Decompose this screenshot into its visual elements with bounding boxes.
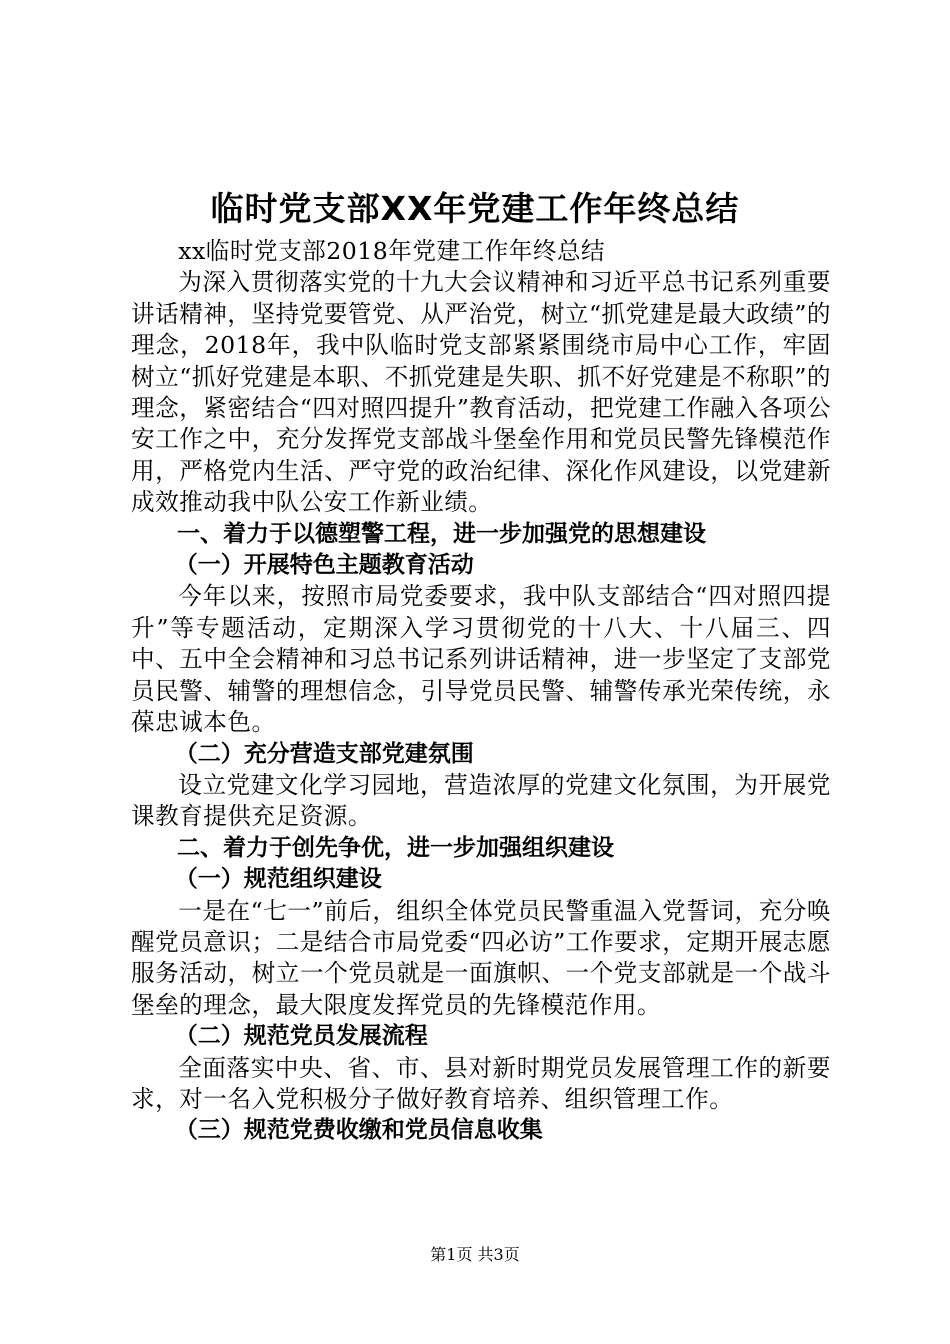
document-subtitle: xx临时党支部2018年党建工作年终总结 [178, 237, 606, 265]
document-title: 临时党支部XX年党建工作年终总结 [210, 189, 740, 228]
body-paragraph: 一是在“七一”前后，组织全体党员民警重温入党誓词，充分唤醒党员意识；二是结合市局党委“四必访”工作要求，定期开展志愿服务活动，树立一个党员就是一面旗帜、一个党支部就是一个战斗堡垒的理念，最大限度发挥党员的先锋模范作用。 [131, 896, 831, 1019]
subsection-heading: （三）规范党费收缴和党员信息收集 [174, 1117, 543, 1144]
subsection-heading: （一）开展特色主题教育活动 [174, 552, 474, 579]
intro-paragraph: 为深入贯彻落实党的十九大会议精神和习近平总书记系列重要讲话精神，坚持党要管党、从严治党，树立“抓党建是最大政绩”的理念，2018年，我中队临时党支部紧紧围绕市局中心工作，牢固树立“抓好党建是本职、不抓党建是失职、抓不好党建是不称职”的理念，紧密结合“四对照四提升”教育活动，把党建工作融入各项公安工作之中，充分发挥党支部战斗堡垒作用和党员民警先锋模范作用，严格党内生活、严守党的政治纪律、深化作风建设，以党建新成效推动我中队公安工作新业绩。 [131, 268, 831, 517]
subsection-heading: （二）充分营造支部党建氛围 [174, 740, 474, 767]
subsection-heading: （二）规范党员发展流程 [174, 1023, 428, 1050]
body-paragraph: 全面落实中央、省、市、县对新时期党员发展管理工作的新要求，对一名入党积极分子做好教育培养、组织管理工作。 [131, 1053, 831, 1113]
section-heading: 一、着力于以德塑警工程，进一步加强党的思想建设 [177, 520, 706, 547]
body-paragraph: 设立党建文化学习园地，营造浓厚的党建文化氛围，为开展党课教育提供充足资源。 [131, 770, 831, 831]
body-paragraph: 今年以来，按照市局党委要求，我中队支部结合“四对照四提升”等专题活动，定期深入学习贯彻党的十八大、十八届三、四中、五中全会精神和习总书记系列讲话精神，进一步坚定了支部党员民警、辅警的理想信念，引导党员民警、辅警传承光荣传统，永葆忠诚本色。 [131, 582, 831, 737]
subsection-heading: （一）规范组织建设 [174, 866, 382, 893]
page-number-footer: 第1页 共3页 [430, 1245, 520, 1264]
section-heading: 二、着力于创先争优，进一步加强组织建设 [177, 834, 614, 861]
document-body [131, 236, 831, 1147]
